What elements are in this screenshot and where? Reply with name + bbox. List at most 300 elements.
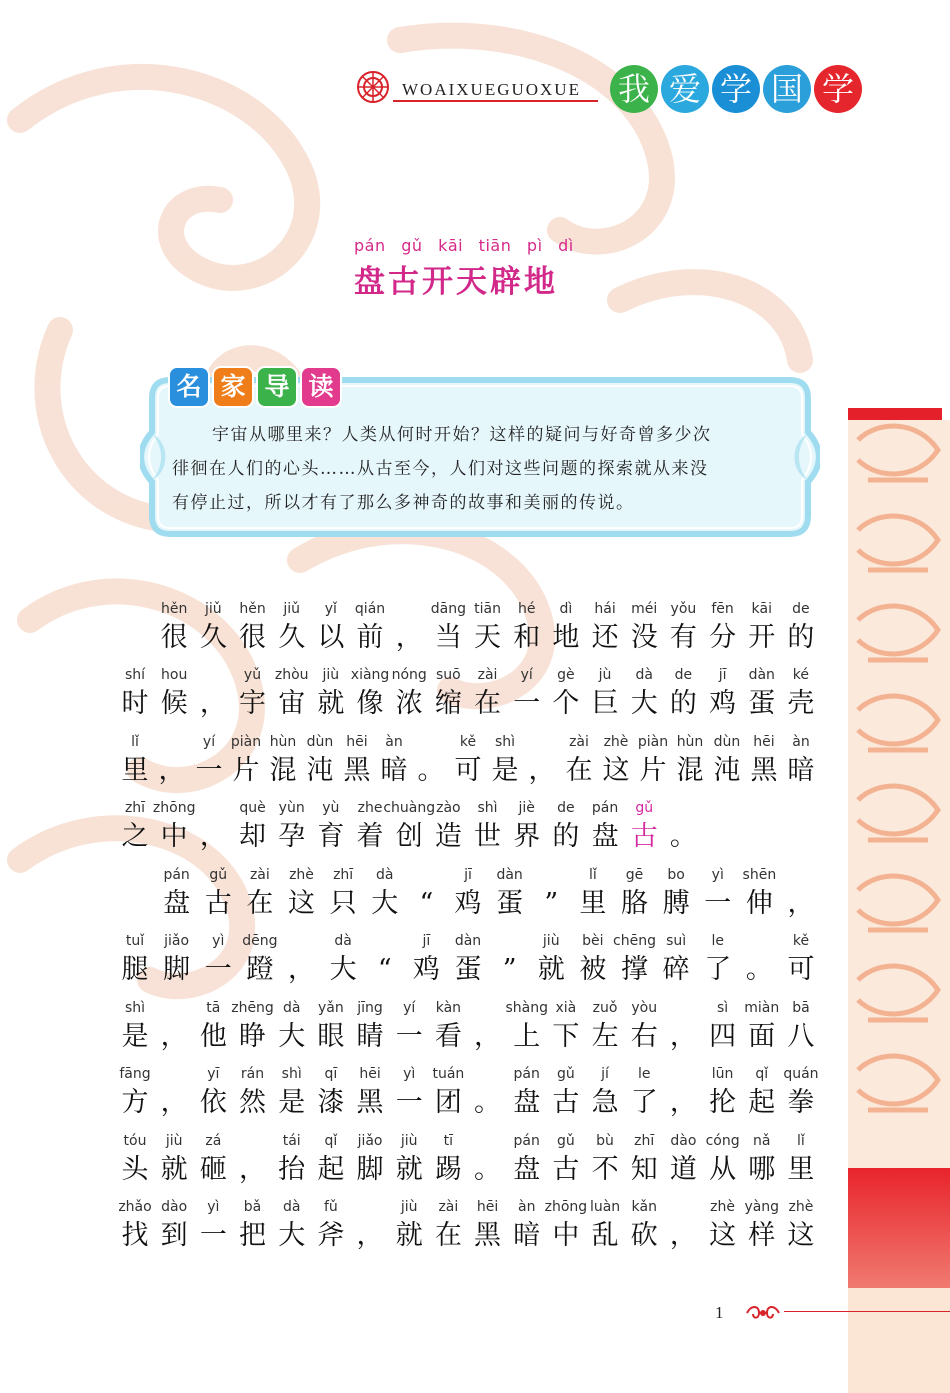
char-cell [120, 598, 150, 658]
hanzi: 缩 [434, 688, 462, 719]
char-cell [277, 997, 307, 1057]
hanzi: ” [544, 888, 559, 919]
hanzi: 一 [704, 888, 732, 919]
char-cell [590, 797, 620, 857]
text-line [120, 997, 816, 1057]
hanzi: 漆 [317, 1087, 345, 1118]
hanzi: 乱 [591, 1220, 619, 1251]
pinyin: dào [161, 1199, 188, 1215]
header-title-char: 学 [814, 65, 862, 113]
hanzi: 可 [454, 755, 482, 786]
hanzi: 右 [630, 1021, 658, 1052]
pinyin: bù [596, 1133, 614, 1149]
hanzi: ， [160, 1087, 188, 1118]
hanzi: 久 [199, 622, 227, 653]
hanzi: 这 [602, 755, 630, 786]
char-cell [512, 598, 542, 658]
pinyin: yùn [278, 800, 305, 816]
text-line [120, 598, 816, 658]
hanzi: 睛 [356, 1021, 384, 1052]
border-pattern [848, 420, 950, 1168]
char-cell [157, 731, 187, 791]
hanzi: 黑 [750, 755, 778, 786]
pinyin: jiù [400, 1133, 418, 1149]
hanzi: ， [787, 888, 815, 919]
pinyin: tái [282, 1133, 301, 1149]
hanzi: 一 [204, 954, 232, 985]
intro-badge-char: 读 [300, 366, 342, 408]
char-cell [287, 864, 317, 924]
hanzi: “ [419, 888, 434, 919]
char-cell [430, 598, 466, 658]
pinyin: gǔ [209, 867, 228, 883]
char-cell [316, 1063, 346, 1123]
hanzi: 在 [434, 1220, 462, 1251]
pinyin: zá [205, 1133, 222, 1149]
pinyin: dāng [430, 601, 466, 617]
hanzi: 地 [552, 622, 580, 653]
pinyin: gǔ [557, 1066, 575, 1082]
char-cell [245, 864, 275, 924]
char-cell [242, 930, 278, 990]
char-cell [159, 1130, 189, 1190]
pinyin: hái [594, 601, 616, 617]
char-cell [433, 797, 463, 857]
hanzi: 团 [434, 1087, 462, 1118]
char-cell [786, 930, 816, 990]
hanzi: 是 [121, 1021, 149, 1052]
hanzi: 膊 [662, 888, 690, 919]
char-cell [590, 1063, 620, 1123]
pinyin: yì [207, 1199, 220, 1215]
hanzi: 了 [704, 954, 732, 985]
pinyin: sì [716, 1000, 729, 1016]
hanzi: 睁 [239, 1021, 267, 1052]
pinyin: yī [207, 1066, 220, 1082]
hanzi: ， [199, 821, 227, 852]
char-cell [238, 664, 268, 724]
hanzi: ， [474, 1021, 502, 1052]
hanzi: 大 [371, 888, 399, 919]
hanzi: 巨 [591, 688, 619, 719]
pinyin: qī [324, 1066, 338, 1082]
text-line [120, 731, 816, 791]
hanzi: 方 [121, 1087, 149, 1118]
pinyin: shí [124, 667, 146, 683]
intro-line: 宇宙从哪里来？人类从何时开始？这样的疑问与好奇曾多少次 [212, 425, 712, 445]
pinyin: suì [666, 933, 687, 949]
char-cell [162, 930, 192, 990]
pinyin: zào [436, 800, 461, 816]
pinyin: shì [281, 1066, 302, 1082]
intro-line: 徘徊在人们的心头……从古至今，人们对这些问题的探索就从来没 [172, 459, 709, 479]
char-cell [708, 997, 738, 1057]
hanzi: 八 [787, 1021, 815, 1052]
hanzi: 是 [491, 755, 519, 786]
hanzi: 中 [160, 821, 188, 852]
pinyin: kě [792, 933, 810, 949]
hanzi: “ [377, 954, 392, 985]
char-cell [238, 598, 268, 658]
char-cell [708, 598, 738, 658]
hanzi: 鸡 [412, 954, 440, 985]
pinyin: hēi [346, 734, 368, 750]
char-cell [744, 1196, 780, 1256]
pinyin: cóng [705, 1133, 740, 1149]
pinyin: zhe [357, 800, 383, 816]
char-cell [629, 1063, 659, 1123]
pinyin: hēi [359, 1066, 381, 1082]
pinyin: hēi [753, 734, 775, 750]
char-cell [370, 930, 400, 990]
char-cell [152, 797, 196, 857]
char-cell [747, 1063, 777, 1123]
char-cell [512, 664, 542, 724]
hanzi: 然 [239, 1087, 267, 1118]
pinyin: gē [625, 867, 644, 883]
pinyin: jiù [165, 1133, 183, 1149]
pinyin: jiè [518, 800, 535, 816]
char-cell [786, 997, 816, 1057]
hanzi: 蛋 [748, 688, 776, 719]
char-cell [159, 598, 189, 658]
pinyin: piàn [230, 734, 262, 750]
pinyin: dì [559, 601, 573, 617]
hanzi: 孕 [278, 821, 306, 852]
char-cell [394, 598, 424, 658]
pinyin: àn [385, 734, 403, 750]
char-cell [490, 731, 520, 791]
pinyin: zhī [124, 800, 146, 816]
hanzi: 。 [669, 821, 697, 852]
pinyin: qián [354, 601, 386, 617]
pinyin: nǎ [753, 1133, 771, 1149]
hanzi: 左 [591, 1021, 619, 1052]
pinyin: shì [124, 1000, 146, 1016]
header-title-char: 国 [763, 65, 811, 113]
hanzi: 壳 [787, 688, 815, 719]
pinyin: rán [240, 1066, 265, 1082]
pinyin: ké [792, 667, 810, 683]
char-cell [433, 1063, 463, 1123]
pinyin: pán [513, 1066, 540, 1082]
pinyin: yù [322, 800, 340, 816]
char-cell [453, 864, 483, 924]
char-cell [742, 864, 777, 924]
hanzi: 这 [787, 1220, 815, 1251]
char-cell [394, 1130, 424, 1190]
char-cell [675, 731, 705, 791]
char-cell [355, 598, 385, 658]
hanzi: ， [669, 1220, 697, 1251]
pinyin: kāi [751, 601, 773, 617]
char-cell [473, 797, 503, 857]
pinyin: tóu [123, 1133, 147, 1149]
pinyin: zài [477, 667, 498, 683]
char-cell [268, 731, 298, 791]
hanzi: 里 [787, 1154, 815, 1185]
char-cell [411, 864, 441, 924]
char-cell [238, 1196, 268, 1256]
hanzi: 急 [591, 1087, 619, 1118]
char-cell [328, 930, 358, 990]
char-cell [668, 1196, 698, 1256]
pinyin: fāng [119, 1066, 151, 1082]
hanzi: 下 [552, 1021, 580, 1052]
hanzi: 蛋 [454, 954, 482, 985]
pinyin: qǐ [755, 1066, 769, 1082]
char-cell [355, 1063, 385, 1123]
char-cell [590, 664, 620, 724]
char-cell [708, 1196, 738, 1256]
char-cell [703, 864, 733, 924]
pinyin: bo [667, 867, 685, 883]
char-cell [162, 864, 192, 924]
text-line [120, 864, 816, 924]
hanzi: 古 [552, 1087, 580, 1118]
char-cell [703, 930, 733, 990]
pinyin: de [557, 800, 575, 816]
char-cell [277, 598, 307, 658]
pinyin: yǎn [317, 1000, 344, 1016]
pinyin: yǔ [243, 667, 262, 683]
char-cell [416, 731, 446, 791]
hanzi: 撑 [621, 954, 648, 985]
hanzi: 古 [630, 821, 658, 852]
hanzi: 暗 [787, 755, 815, 786]
pinyin: pán [513, 1133, 540, 1149]
hanzi: 却 [239, 821, 267, 852]
char-cell [551, 1130, 581, 1190]
char-cell [629, 797, 659, 857]
hanzi: 盘 [513, 1154, 541, 1185]
hanzi: 就 [317, 688, 345, 719]
hanzi: 被 [579, 954, 607, 985]
pinyin: suō [436, 667, 461, 683]
pinyin: qǐ [324, 1133, 338, 1149]
intro-badge-char: 导 [256, 366, 298, 408]
hanzi: 没 [630, 622, 658, 653]
pinyin: zài [569, 734, 589, 750]
hanzi: 宇 [239, 688, 267, 719]
char-cell [159, 1196, 189, 1256]
char-cell [536, 930, 566, 990]
hanzi: 很 [160, 622, 188, 653]
hanzi: 找 [121, 1220, 149, 1251]
char-cell [473, 1130, 503, 1190]
pinyin: jī [422, 933, 431, 949]
char-cell [203, 930, 233, 990]
hanzi: 宙 [278, 688, 306, 719]
pinyin: hùn [676, 734, 704, 750]
char-cell [590, 1130, 620, 1190]
char-cell [578, 930, 608, 990]
right-decorative-border [848, 408, 950, 1393]
char-cell [394, 1063, 424, 1123]
char-cell [578, 864, 608, 924]
pinyin: yàng [744, 1199, 780, 1215]
hanzi: 抡 [709, 1087, 737, 1118]
pinyin: zhè [710, 1199, 735, 1215]
hanzi: 依 [199, 1087, 227, 1118]
char-cell [629, 598, 659, 658]
char-cell [238, 1130, 268, 1190]
pinyin: miàn [744, 1000, 780, 1016]
pinyin: gè [557, 667, 575, 683]
pinyin: yí [403, 1000, 416, 1016]
pinyin: lǐ [588, 867, 597, 883]
hanzi: 大 [278, 1021, 306, 1052]
char-cell [786, 1196, 816, 1256]
hanzi: 砍 [630, 1220, 658, 1251]
char-cell [747, 797, 777, 857]
pinyin: luàn [589, 1199, 621, 1215]
pinyin: dà [282, 1000, 301, 1016]
char-cell [238, 797, 268, 857]
pinyin: zhè [788, 1199, 814, 1215]
char-cell [668, 1063, 698, 1123]
hanzi: 眼 [317, 1021, 345, 1052]
hanzi: 把 [239, 1220, 267, 1251]
pinyin: quán [783, 1066, 819, 1082]
hanzi: 之 [121, 821, 149, 852]
pinyin: nóng [391, 667, 427, 683]
hanzi: ， [395, 622, 423, 653]
char-cell [512, 1130, 542, 1190]
pinyin: yòu [631, 1000, 658, 1016]
pinyin: hěn [160, 601, 188, 617]
char-cell [394, 1196, 424, 1256]
char-cell [194, 731, 224, 791]
hanzi: 哪 [748, 1154, 776, 1185]
char-cell [231, 997, 274, 1057]
pinyin: zhè [603, 734, 629, 750]
hanzi: 黑 [474, 1220, 502, 1251]
pinyin: de [792, 601, 810, 617]
hanzi: 就 [395, 1154, 423, 1185]
pinyin: de [674, 667, 693, 683]
char-cell [120, 797, 150, 857]
char-cell [316, 1130, 346, 1190]
pinyin: zhēng [231, 1000, 274, 1016]
char-cell [316, 664, 346, 724]
pinyin: chēng [613, 933, 656, 949]
pinyin: jiǔ [205, 601, 222, 617]
pinyin: jiǎo [164, 933, 190, 949]
char-cell [620, 864, 650, 924]
pinyin: hùn [269, 734, 297, 750]
hanzi: 在 [474, 688, 502, 719]
pinyin: àn [792, 734, 810, 750]
char-cell [120, 1196, 150, 1256]
char-cell [744, 930, 774, 990]
hanzi: 伸 [745, 888, 773, 919]
hanzi: 古 [552, 1154, 580, 1185]
hanzi: 盘 [513, 1087, 541, 1118]
pinyin: tiān [474, 601, 501, 617]
char-cell [473, 664, 503, 724]
pinyin: dēng [242, 933, 278, 949]
char-cell [198, 1196, 228, 1256]
pinyin: jiù [542, 933, 560, 949]
char-cell [708, 664, 738, 724]
hanzi: 抬 [278, 1154, 306, 1185]
pinyin: dà [282, 1199, 301, 1215]
char-cell [198, 1063, 228, 1123]
pinyin: pán [163, 867, 190, 883]
hanzi: 一 [199, 1220, 227, 1251]
hanzi: 像 [356, 688, 384, 719]
hanzi: 这 [709, 1220, 737, 1251]
char-cell [391, 664, 427, 724]
char-cell [590, 598, 620, 658]
char-cell [708, 797, 738, 857]
char-cell [198, 997, 228, 1057]
hanzi: 。 [474, 1154, 502, 1185]
hanzi: 是 [278, 1087, 306, 1118]
char-cell [668, 997, 698, 1057]
text-line [120, 1196, 816, 1256]
char-cell [661, 864, 691, 924]
pinyin: tuán [432, 1066, 465, 1082]
char-cell [231, 731, 261, 791]
hanzi: 就 [537, 954, 565, 985]
hanzi: 鸡 [454, 888, 482, 919]
char-cell [551, 598, 581, 658]
pinyin: tī [443, 1133, 454, 1149]
pinyin: tuǐ [125, 933, 145, 949]
pinyin: zhòu [274, 667, 309, 683]
hanzi: 的 [552, 821, 580, 852]
title-pinyin: pán gǔ kāi tiān pì dì [354, 236, 574, 255]
hanzi: 片 [232, 755, 260, 786]
hanzi: 育 [317, 821, 345, 852]
char-cell [629, 1196, 659, 1256]
hanzi: 蹬 [246, 954, 274, 985]
pinyin: àn [517, 1199, 536, 1215]
char-cell [328, 864, 358, 924]
hanzi: 和 [513, 622, 541, 653]
pinyin: le [711, 933, 724, 949]
hanzi: 可 [787, 954, 815, 985]
pinyin: yí [202, 734, 216, 750]
hanzi: 时 [121, 688, 149, 719]
hanzi: 他 [199, 1021, 227, 1052]
hanzi: 着 [356, 821, 384, 852]
char-cell [453, 930, 483, 990]
char-cell [274, 664, 309, 724]
char-cell [495, 930, 525, 990]
pinyin: shì [477, 800, 498, 816]
hanzi: 看 [434, 1021, 462, 1052]
char-cell [544, 1196, 588, 1256]
hanzi: ， [669, 1021, 697, 1052]
char-cell [786, 598, 816, 658]
char-cell [786, 797, 816, 857]
hanzi: 胳 [621, 888, 648, 919]
border-red-strip [848, 408, 942, 420]
char-cell [355, 997, 385, 1057]
hanzi: 道 [669, 1154, 697, 1185]
hanzi: 当 [434, 622, 462, 653]
hanzi: 片 [639, 755, 667, 786]
intro-line: 有停止过，所以才有了那么多神奇的故事和美丽的传说。 [172, 493, 635, 513]
pinyin: hěn [239, 601, 266, 617]
hanzi: 黑 [356, 1087, 384, 1118]
char-cell [198, 1130, 228, 1190]
hanzi: 中 [552, 1220, 580, 1251]
hanzi: 界 [513, 821, 541, 852]
